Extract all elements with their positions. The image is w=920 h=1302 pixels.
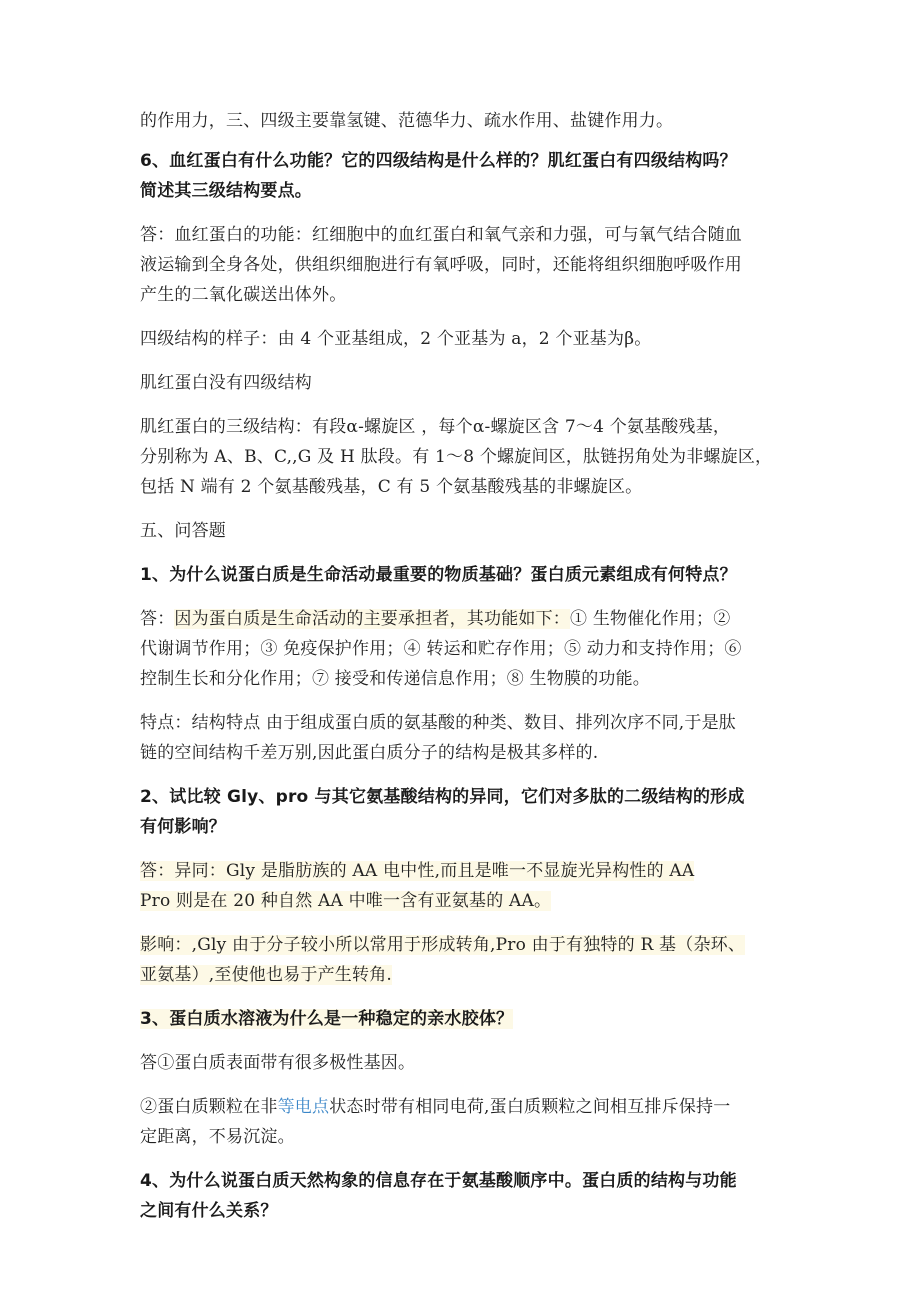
answer-1-prefix: 答： [140,609,175,629]
question-3 [140,1004,805,1034]
question-6-line-2: 简述其三级结构要点。 [140,181,312,201]
answer-2-effect [140,930,805,990]
answer-1-highlight: 因为蛋白质是生命活动的主要承担者，其功能如下： [174,609,571,629]
answer-6-tertiary-line-1: 肌红蛋白的三级结构：有段α-螺旋区 ，每个α-螺旋区含 7～4 个氨基酸残基， [140,417,731,437]
answer-1-functions [140,604,805,694]
answer-3-pre: ②蛋白质颗粒在非 [140,1097,278,1117]
answer-1-features-line-1: 特点：结构特点 由于组成蛋白质的氨基酸的种类、数目、排列次序不同,于是肽 [140,713,737,733]
answer-3-point-1: 答①蛋白质表面带有很多极性基因。 [140,1053,416,1073]
answer-2-compare [140,856,805,916]
answer-2-effect-line-1 [140,930,805,960]
question-1: 1、为什么说蛋白质是生命活动最重要的物质基础？蛋白质元素组成有何特点？ [140,565,737,585]
answer-6-line-3: 产生的二氧化碳送出体外。 [140,285,347,305]
question-2 [140,782,805,842]
answer-1-rest: ① 生物催化作用；② [570,609,731,629]
answer-6-line-2: 液运输到全身各处，供组织细胞进行有氧呼吸，同时，还能将组织细胞呼吸作用 [140,255,742,275]
question-2-line-1: 2、试比较 Gly、pro 与其它氨基酸结构的异同，它们对多肽的二级结构的形成 [140,787,745,807]
document-page [140,106,805,1226]
question-2-line-2: 有何影响？ [140,817,226,837]
paragraph-continuation: 的作用力，三、四级主要靠氢键、范德华力、疏水作用、盐键作用力。 [140,111,674,131]
question-4-line-2: 之间有什么关系？ [140,1201,278,1221]
answer-1-features-line-2: 链的空间结构千差万别,因此蛋白质分子的结构是极其多样的. [140,743,599,763]
answer-6-myoglobin: 肌红蛋白没有四级结构 [140,373,312,393]
answer-2-line-1 [140,856,805,886]
question-6-line-1: 6、血红蛋白有什么功能？它的四级结构是什么样的？肌红蛋白有四级结构吗？ [140,151,737,171]
answer-6-line-1: 答：血红蛋白的功能：红细胞中的血红蛋白和氧气亲和力强，可与氧气结合随血 [140,225,742,245]
answer-1-features [140,708,805,768]
answer-2-effect-line-1-text: 影响：,Gly 由于分子较小所以常用于形成转角,Pro 由于有独特的 R 基（杂环、 [140,935,746,955]
answer-6-tertiary-line-2: 分别称为 A、B、C,,G 及 H 肽段。有 1～8 个螺旋间区，肽链拐角处为非螺旋区， [140,447,773,467]
answer-2-line-2 [140,886,805,916]
isoelectric-point-link[interactable]: 等电点 [277,1097,330,1117]
question-4 [140,1166,805,1226]
answer-3-point-2-line-1 [140,1092,805,1122]
answer-2-effect-line-2 [140,960,805,990]
section-heading: 五、问答题 [140,521,226,541]
answer-1-line-2: 代谢调节作用；③ 免疫保护作用；④ 转运和贮存作用；⑤ 动力和支持作用；⑥ [140,639,742,659]
question-6 [140,146,805,206]
question-3-text: 3、蛋白质水溶液为什么是一种稳定的亲水胶体？ [140,1009,514,1029]
answer-2-line-1-text: 答：异同：Gly 是脂肪族的 AA 电中性,而且是唯一不显旋光异构性的 AA [140,861,695,881]
answer-2-effect-line-2-text: 亚氨基）,至使他也易于产生转角. [140,965,393,985]
answer-3-point-2 [140,1092,805,1152]
answer-1-line-1 [140,604,805,634]
question-4-line-1: 4、为什么说蛋白质天然构象的信息存在于氨基酸顺序中。蛋白质的结构与功能 [140,1171,737,1191]
answer-6-tertiary [140,412,805,502]
answer-6-function [140,220,805,310]
answer-2-line-2-text: Pro 则是在 20 种自然 AA 中唯一含有亚氨基的 AA。 [140,891,552,911]
answer-6-quaternary: 四级结构的样子：由 4 个亚基组成，2 个亚基为 a，2 个亚基为β。 [140,329,652,349]
answer-3-post: 状态时带有相同电荷,蛋白质颗粒之间相互排斥保持一 [329,1097,731,1117]
answer-6-tertiary-line-3: 包括 N 端有 2 个氨基酸残基，C 有 5 个氨基酸残基的非螺旋区。 [140,477,643,497]
answer-3-point-2-line-2: 定距离，不易沉淀。 [140,1127,295,1147]
answer-1-line-3: 控制生长和分化作用；⑦ 接受和传递信息作用；⑧ 生物膜的功能。 [140,669,651,689]
